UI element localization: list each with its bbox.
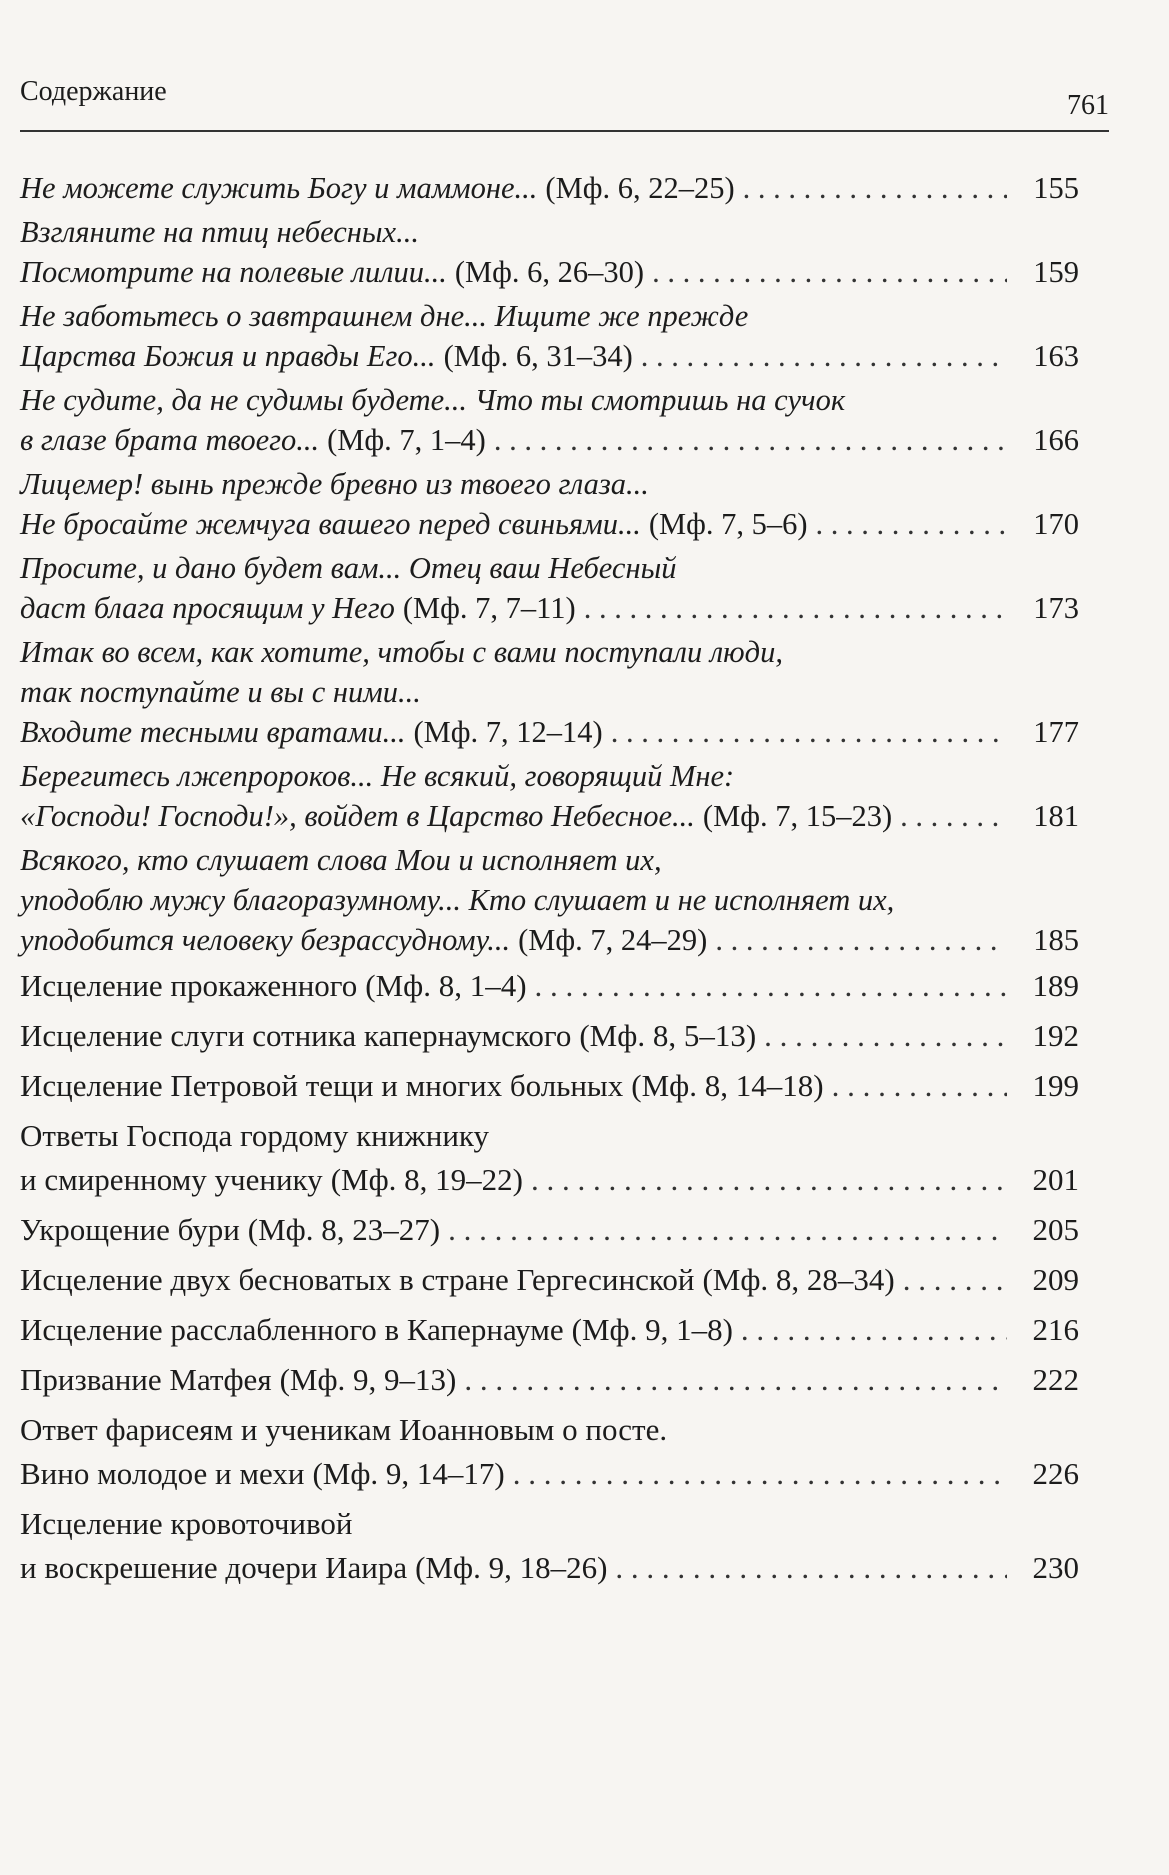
toc-entry-line [20,796,1079,836]
toc-entry-text: Берегитесь лжепророков... Не всякий, говорящий Мне: [20,759,735,793]
toc-entry-text: Не заботьтесь о завтрашнем дне... Ищите же прежде [20,299,749,333]
scripture-reference: (Мф. 9, 18–26) [415,1550,608,1585]
scripture-reference: (Мф. 8, 5–13) [579,1018,757,1053]
toc-entry[interactable] [20,168,1079,208]
toc-page-number: 170 [1033,507,1079,541]
toc-entry-line [20,504,1079,544]
section-title: Содержание [20,76,167,107]
scripture-reference: (Мф. 6, 22–25) [545,171,735,205]
toc-page-number: 230 [1032,1550,1079,1585]
dot-leader [764,1014,1007,1058]
toc-entry[interactable] [20,464,1079,544]
toc-entry-text: Не судите, да не судимы будете... Что ты смотришь на сучок [20,383,846,417]
toc-page-number: 192 [1032,1018,1079,1053]
scripture-reference: (Мф. 8, 1–4) [365,968,527,1003]
page-number: 761 [1067,90,1109,121]
running-header [20,70,1109,132]
dot-leader [641,336,1007,376]
scripture-reference: (Мф. 8, 14–18) [631,1068,824,1103]
toc-entry-line [20,1014,1079,1058]
toc-entry-line [20,212,1079,252]
scripture-reference: (Мф. 7, 24–29) [518,923,708,957]
toc-entry-line [20,420,1079,460]
toc-page-number: 222 [1032,1362,1079,1397]
toc-entry-line [20,632,1079,672]
toc-page-number: 226 [1032,1456,1079,1491]
toc-entry[interactable] [20,756,1079,836]
toc-entry-line [20,880,1079,920]
toc-entry-text: Исцеление Петровой тещи и многих больных [20,1068,624,1103]
toc-entry-text: Ответ фарисеям и ученикам Иоанновым о посте. [20,1412,668,1447]
toc-entry-text: и воскрешение дочери Иаира [20,1550,408,1585]
dot-leader [531,1158,1007,1202]
toc-entry[interactable] [20,1502,1079,1590]
toc-page-number: 159 [1033,255,1079,289]
scripture-reference: (Мф. 7, 15–23) [702,799,893,833]
toc-entry-line [20,756,1079,796]
dot-leader [448,1208,1007,1252]
toc-entry[interactable] [20,1064,1079,1108]
toc-entry-text: Просите, и дано будет вам... Отец ваш Небесный [20,551,677,585]
toc-entry-line [20,1546,1079,1590]
scripture-reference: (Мф. 9, 14–17) [312,1456,505,1491]
toc-entry-text: Исцеление прокаженного [20,968,358,1003]
scripture-reference: (Мф. 7, 7–11) [402,591,576,625]
toc-entry[interactable] [20,1258,1079,1302]
toc-entry-text: «Господи! Господи!», войдет в Царство Небесное... [20,799,695,833]
toc-entry-line [20,712,1079,752]
toc-entry[interactable] [20,632,1079,752]
toc-entry[interactable] [20,1208,1079,1252]
dot-leader [513,1452,1007,1496]
dot-leader [816,504,1007,544]
toc-entry-text: Укрощение бури [20,1212,240,1247]
toc-entry-text: Ответы Господа гордому книжнику [20,1118,490,1153]
toc-page-number: 181 [1033,799,1079,833]
toc-page-number: 189 [1032,968,1079,1003]
toc-entry-line [20,1308,1079,1352]
toc-entry-line [20,1258,1079,1302]
toc-entry-line [20,1158,1079,1202]
scripture-reference: (Мф. 8, 19–22) [330,1162,523,1197]
toc-entry-text: Всякого, кто слушает слова Мои и исполняет их, [20,843,662,877]
dot-leader [584,588,1007,628]
toc-entry[interactable] [20,1358,1079,1402]
toc-entry-text: уподоблю мужу благоразумному... Кто слушает и не исполняет их, [20,883,895,917]
scripture-reference: (Мф. 9, 9–13) [279,1362,457,1397]
dot-leader [903,1258,1007,1302]
scripture-reference: (Мф. 8, 28–34) [702,1262,895,1297]
toc-entry[interactable] [20,548,1079,628]
toc-entry-text: уподобится человеку безрассудному... [20,923,511,957]
scripture-reference: (Мф. 7, 12–14) [413,715,603,749]
toc-entry[interactable] [20,964,1079,1008]
toc-entry-text: в глазе брата твоего... [20,423,320,457]
toc-entry-text: Не бросайте жемчуга вашего перед свиньями... [20,507,641,541]
toc-entry-text: Посмотрите на полевые лилии... [20,255,447,289]
toc-entry-text: Исцеление слуги сотника капернаумского [20,1018,572,1053]
dot-leader [535,964,1007,1008]
dot-leader [715,920,1007,960]
dot-leader [900,796,1007,836]
toc-page-number: 199 [1032,1068,1079,1103]
toc-entry[interactable] [20,1014,1079,1058]
scripture-reference: (Мф. 8, 23–27) [247,1212,441,1247]
toc-entry-line [20,672,1079,712]
toc-entry-text: даст блага просящим у Него [20,591,395,625]
toc-entry-line [20,296,1079,336]
toc-entry-text: Исцеление двух бесноватых в стране Гергесинской [20,1262,695,1297]
toc-page-number: 209 [1032,1262,1079,1297]
toc-page-number: 163 [1033,339,1079,373]
toc-entry-line [20,1208,1079,1252]
toc-entry-line [20,964,1079,1008]
dot-leader [832,1064,1007,1108]
toc-page-number: 216 [1032,1312,1079,1347]
toc-entry[interactable] [20,380,1079,460]
toc-entry-line [20,380,1079,420]
toc-entry-line [20,464,1079,504]
toc-entry-text: Вино молодое и мехи [20,1456,305,1491]
toc-entry-line [20,1502,1079,1546]
toc-entry-line [20,588,1079,628]
toc-entry-line [20,252,1079,292]
toc-entry-text: Исцеление кровоточивой [20,1506,353,1541]
toc-entry-text: Лицемер! вынь прежде бревно из твоего глаза... [20,467,649,501]
dot-leader [464,1358,1007,1402]
toc-page-number: 177 [1033,715,1079,749]
scripture-reference: (Мф. 7, 5–6) [648,507,808,541]
table-of-contents [20,168,1079,1596]
toc-entry-line [20,168,1079,208]
toc-entry[interactable] [20,1308,1079,1352]
toc-page-number: 166 [1033,423,1079,457]
toc-entry-text: Не можете служить Богу и маммоне... [20,171,538,205]
toc-entry[interactable] [20,296,1079,376]
scripture-reference: (Мф. 9, 1–8) [571,1312,733,1347]
toc-entry-text: Исцеление расслабленного в Капернауме [20,1312,564,1347]
toc-page-number: 185 [1033,923,1079,957]
toc-entry-line [20,548,1079,588]
toc-entry-text: Призвание Матфея [20,1362,272,1397]
dot-leader [741,1308,1007,1352]
toc-entry-line [20,1114,1079,1158]
toc-entry-text: Царства Божия и правды Его... [20,339,436,373]
dot-leader [611,712,1007,752]
scripture-reference: (Мф. 7, 1–4) [327,423,486,457]
scripture-reference: (Мф. 6, 26–30) [454,255,645,289]
dot-leader [615,1546,1007,1590]
toc-page-number: 173 [1033,591,1079,625]
toc-entry-line [20,1452,1079,1496]
toc-entry[interactable] [20,1408,1079,1496]
dot-leader [652,252,1007,292]
toc-entry-line [20,920,1079,960]
toc-page-number: 201 [1032,1162,1079,1197]
toc-entry[interactable] [20,840,1079,960]
toc-entry-line [20,336,1079,376]
toc-entry-line [20,1064,1079,1108]
toc-entry-text: Итак во всем, как хотите, чтобы с вами поступали люди, [20,635,783,669]
toc-entry-text: и смиренному ученику [20,1162,323,1197]
scripture-reference: (Мф. 6, 31–34) [443,339,633,373]
toc-page-number: 205 [1032,1212,1079,1247]
toc-entry-text: так поступайте и вы с ними... [20,675,421,709]
toc-page-number: 155 [1033,171,1079,205]
toc-entry-line [20,840,1079,880]
toc-entry-text: Входите тесными вратами... [20,715,406,749]
dot-leader [494,420,1007,460]
toc-entry-line [20,1358,1079,1402]
toc-entry[interactable] [20,212,1079,292]
toc-entry-text: Взгляните на птиц небесных... [20,215,419,249]
toc-entry[interactable] [20,1114,1079,1202]
toc-entry-line [20,1408,1079,1452]
dot-leader [743,168,1007,208]
